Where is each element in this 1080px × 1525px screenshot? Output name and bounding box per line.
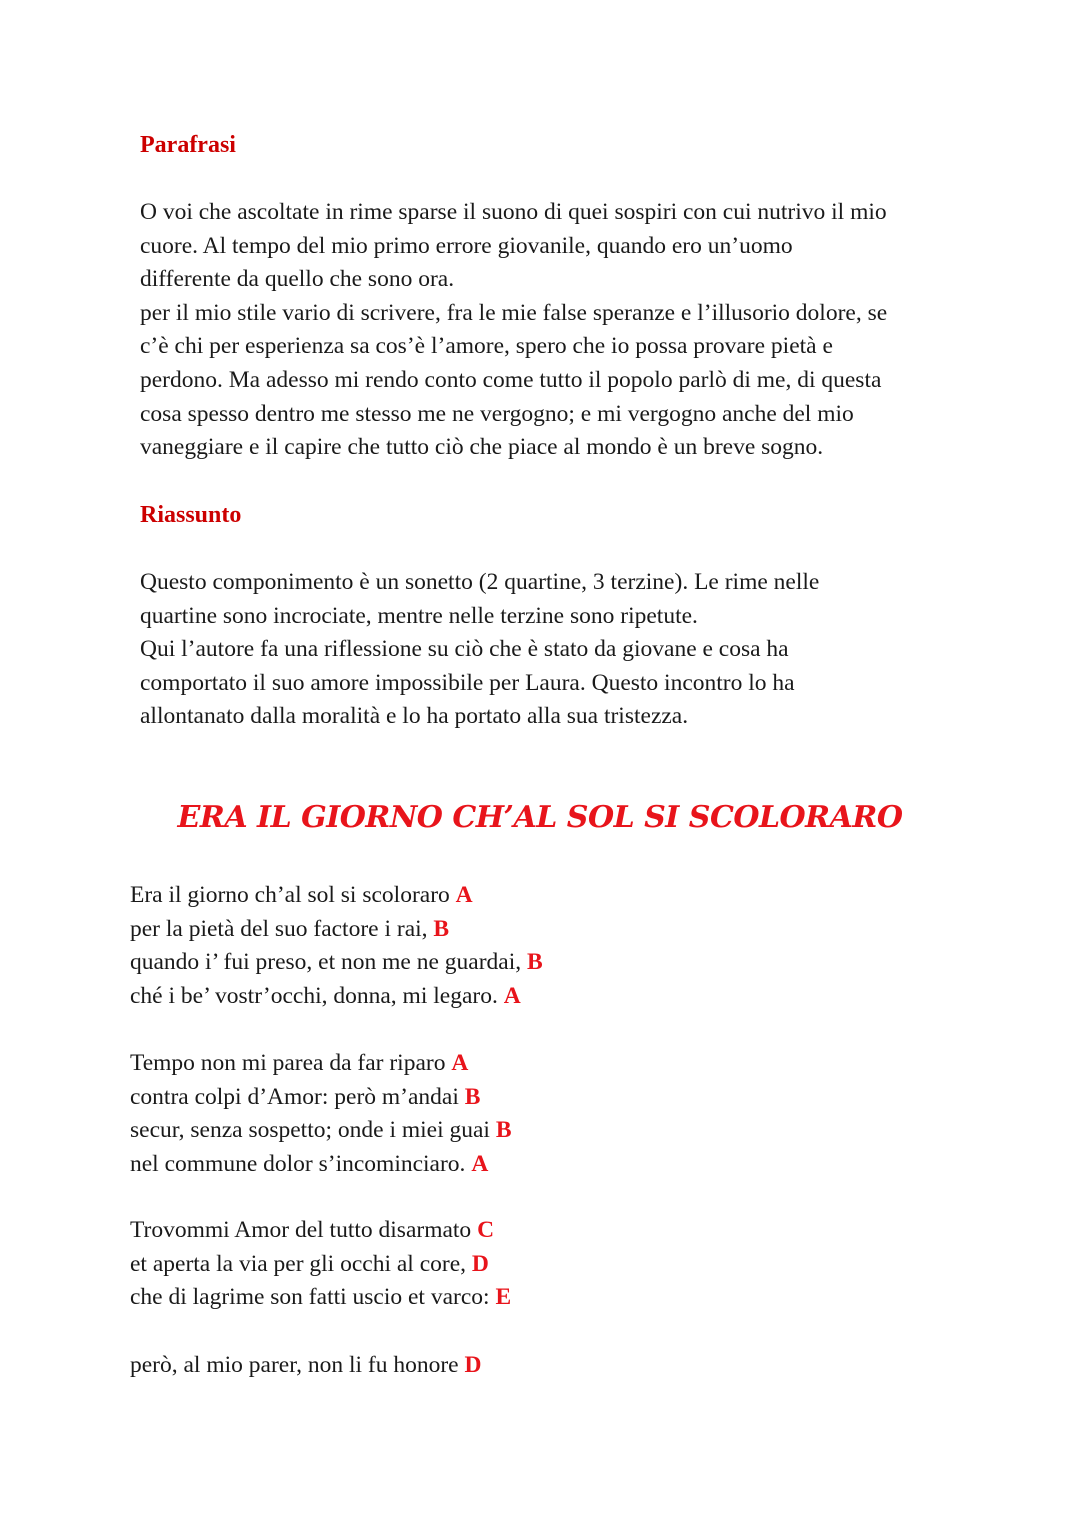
riassunto-line: allontanato dalla moralità e lo ha portato alla sua tristezza. xyxy=(140,703,689,730)
rhyme-letter: A xyxy=(471,1150,489,1177)
stanza-4 xyxy=(130,1349,481,1383)
rhyme-letter: A xyxy=(451,1050,469,1076)
parafrasi-text xyxy=(140,196,960,465)
verse-line: nel commune dolor s’incominciaro. A xyxy=(130,1150,489,1177)
stanza-3 xyxy=(130,1214,511,1315)
parafrasi-line: c’è chi per esperienza sa cos’è l’amore, spero che io possa provare pietà e xyxy=(140,333,833,360)
parafrasi-line: perdono. Ma adesso mi rendo conto come tutto il popolo parlò di me, di questa xyxy=(140,366,882,393)
rhyme-letter: B xyxy=(495,1117,512,1144)
verse-line: et aperta la via per gli occhi al core, D xyxy=(130,1250,489,1277)
rhyme-letter: D xyxy=(464,1352,482,1378)
rhyme-letter: D xyxy=(471,1250,489,1277)
rhyme-letter: A xyxy=(503,982,521,1009)
rhyme-letter: B xyxy=(527,949,543,976)
poem-title: ERA IL GIORNO CH’AL SOL SI SCOLORARO xyxy=(177,800,903,835)
stanza-2 xyxy=(130,1047,512,1181)
rhyme-letter: B xyxy=(433,915,450,942)
parafrasi-heading: Parafrasi xyxy=(140,132,236,158)
parafrasi-line: per il mio stile vario di scrivere, fra le mie false speranze e l’illusorio dolore, se xyxy=(140,299,888,326)
parafrasi-line: differente da quello che sono ora. xyxy=(140,266,455,293)
riassunto-line: Questo componimento è un sonetto (2 quartine, 3 terzine). Le rime nelle xyxy=(140,569,820,595)
stanza-1 xyxy=(130,879,543,1013)
rhyme-letter: E xyxy=(495,1284,512,1311)
riassunto-heading: Riassunto xyxy=(140,502,242,528)
verse-line: contra colpi d’Amor: però m’andai B xyxy=(130,1083,481,1110)
verse-line: quando i’ fui preso, et non me ne guardai, B xyxy=(130,949,543,976)
parafrasi-line: O voi che ascoltate in rime sparse il suono di quei sospiri con cui nutrivo il mio xyxy=(140,199,887,225)
rhyme-letter: B xyxy=(464,1083,481,1110)
parafrasi-line: cuore. Al tempo del mio primo errore giovanile, quando ero un’uomo xyxy=(140,232,793,259)
rhyme-letter: A xyxy=(455,882,473,908)
verse-line: che di lagrime son fatti uscio et varco: E xyxy=(130,1284,512,1311)
riassunto-text xyxy=(140,566,960,734)
riassunto-line: quartine sono incrociate, mentre nelle terzine sono ripetute. xyxy=(140,602,698,629)
rhyme-letter: C xyxy=(477,1217,495,1243)
verse-line: Trovommi Amor del tutto disarmato C xyxy=(130,1217,495,1243)
verse-line: secur, senza sospetto; onde i miei guai B xyxy=(130,1117,512,1144)
verse-line: Era il giorno ch’al sol si scoloraro A xyxy=(130,882,473,908)
riassunto-line: Qui l’autore fa una riflessione su ciò che è stato da giovane e cosa ha xyxy=(140,636,789,663)
verse-line: Tempo non mi parea da far riparo A xyxy=(130,1050,469,1076)
parafrasi-line: vaneggiare e il capire che tutto ciò che piace al mondo è un breve sogno. xyxy=(140,434,824,461)
verse-line: per la pietà del suo factore i rai, B xyxy=(130,915,450,942)
verse-line: ché i be’ vostr’occhi, donna, mi legaro. A xyxy=(130,982,521,1009)
verse-line: però, al mio parer, non li fu honore D xyxy=(130,1352,482,1378)
parafrasi-line: cosa spesso dentro me stesso me ne vergogno; e mi vergogno anche del mio xyxy=(140,400,854,427)
riassunto-line: comportato il suo amore impossibile per Laura. Questo incontro lo ha xyxy=(140,669,795,696)
